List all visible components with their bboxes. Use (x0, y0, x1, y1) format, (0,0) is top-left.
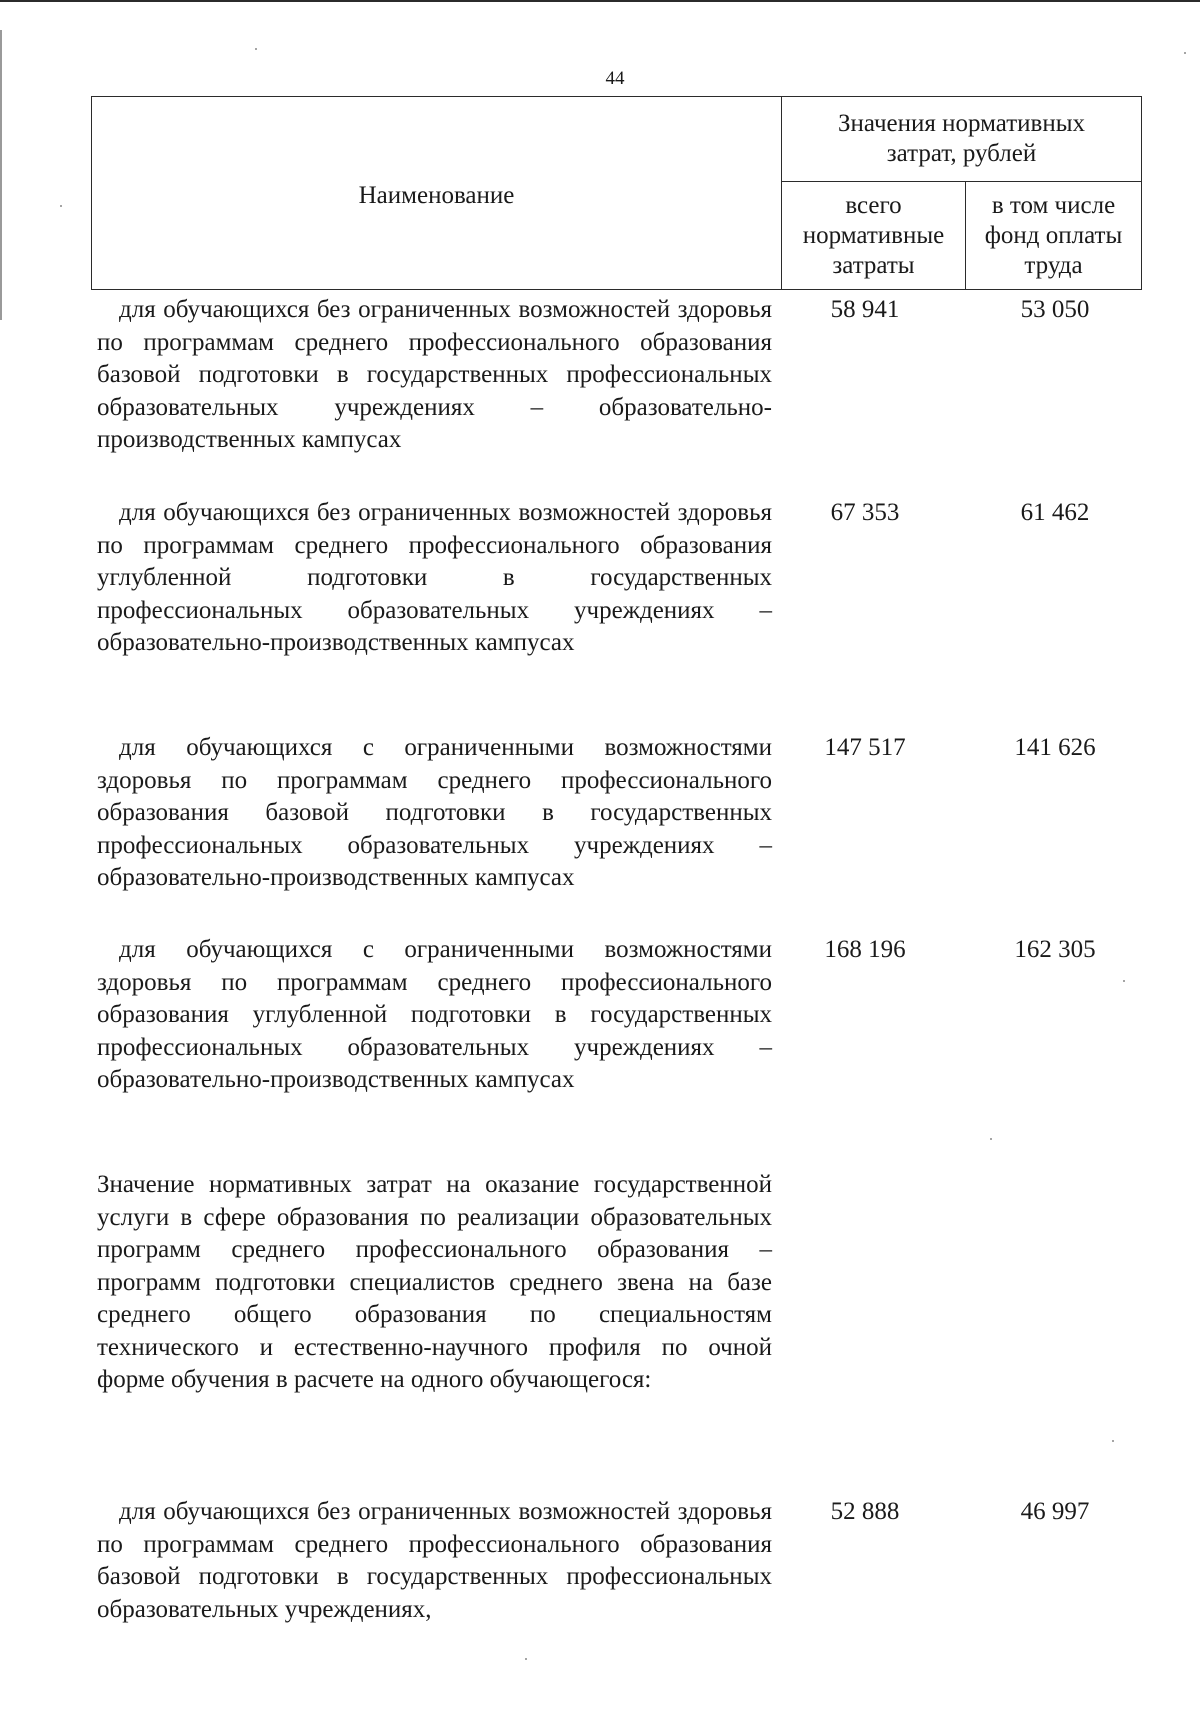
scan-speck (255, 48, 257, 50)
left-scan-edge (0, 30, 2, 320)
total-cost-column-header (782, 182, 966, 290)
row-description: для обучающихся с ограниченными возможностями здоровья по программам среднего профессионального образования базовой подготовки в государственных профессиональных образовательных учреждениях – образовательно-производственных кампусах (97, 734, 772, 891)
scan-speck (525, 1658, 527, 1660)
table-row (97, 732, 772, 895)
row-description: для обучающихся без ограниченных возможностей здоровья по программам среднего профессионального образования базовой подготовки в государственных профессиональных образовательных учреждениях – образовательно-производственных кампусах (97, 296, 772, 453)
name-column-label: Наименование (358, 182, 515, 209)
scan-speck (60, 205, 62, 207)
section-heading-row (97, 1169, 772, 1397)
wage-fund-line-1: в том числе (991, 191, 1116, 219)
row-wage-fund: 141 626 (1014, 734, 1096, 761)
row-total-cost: 58 941 (830, 296, 900, 323)
row-wage-fund: 61 462 (1020, 499, 1090, 526)
wage-fund-line-3: труда (1024, 251, 1083, 279)
total-cost-line-1: всего (845, 191, 902, 219)
row-total-cost: 52 888 (830, 1498, 900, 1525)
name-column-header (92, 97, 782, 290)
total-cost-line-2: нормативные (802, 221, 945, 249)
table-row (97, 934, 772, 1097)
scan-speck (990, 1138, 992, 1140)
cost-group-header (782, 97, 1142, 182)
total-cost-line-3: затраты (832, 251, 915, 279)
cost-group-line-1: Значения нормативных (837, 110, 1086, 137)
table-row (97, 294, 772, 457)
row-description: для обучающихся без ограниченных возможностей здоровья по программам среднего профессионального образования углубленной подготовки в государственных профессиональных образовательных учреждениях – образовательно-производственных кампусах (97, 499, 772, 656)
row-total-cost: 147 517 (824, 734, 906, 761)
row-wage-fund: 46 997 (1020, 1498, 1090, 1525)
wage-fund-column-header (966, 182, 1142, 290)
scan-speck (1184, 52, 1186, 54)
wage-fund-line-2: фонд оплаты (984, 221, 1123, 249)
table-row (97, 1496, 772, 1626)
top-scan-edge (0, 0, 1200, 2)
row-description: для обучающихся без ограниченных возможностей здоровья по программам среднего профессионального образования базовой подготовки в государственных профессиональных образовательных учреждениях, (97, 1498, 772, 1623)
page-number: 44 (605, 68, 625, 89)
row-description: для обучающихся с ограниченными возможностями здоровья по программам среднего профессионального образования углубленной подготовки в государственных профессиональных образовательных учреждениях – образовательно-производственных кампусах (97, 936, 772, 1093)
row-wage-fund: 53 050 (1020, 296, 1090, 323)
scan-speck (1112, 1440, 1114, 1442)
row-wage-fund: 162 305 (1014, 936, 1096, 963)
table-row (97, 497, 772, 660)
cost-group-line-2: затрат, рублей (886, 140, 1037, 167)
table-header (91, 96, 1142, 290)
row-total-cost: 168 196 (824, 936, 906, 963)
row-total-cost: 67 353 (830, 499, 900, 526)
section-heading: Значение нормативных затрат на оказание государственной услуги в сфере образования по реализации образовательных программ среднего профессионального образования – программ подготовки специалистов среднего звена на базе среднего общего образования по специальностям технического и естественно-научного профиля по очной форме обучения в расчете на одного обучающегося: (97, 1171, 772, 1393)
scan-speck (1123, 980, 1125, 982)
